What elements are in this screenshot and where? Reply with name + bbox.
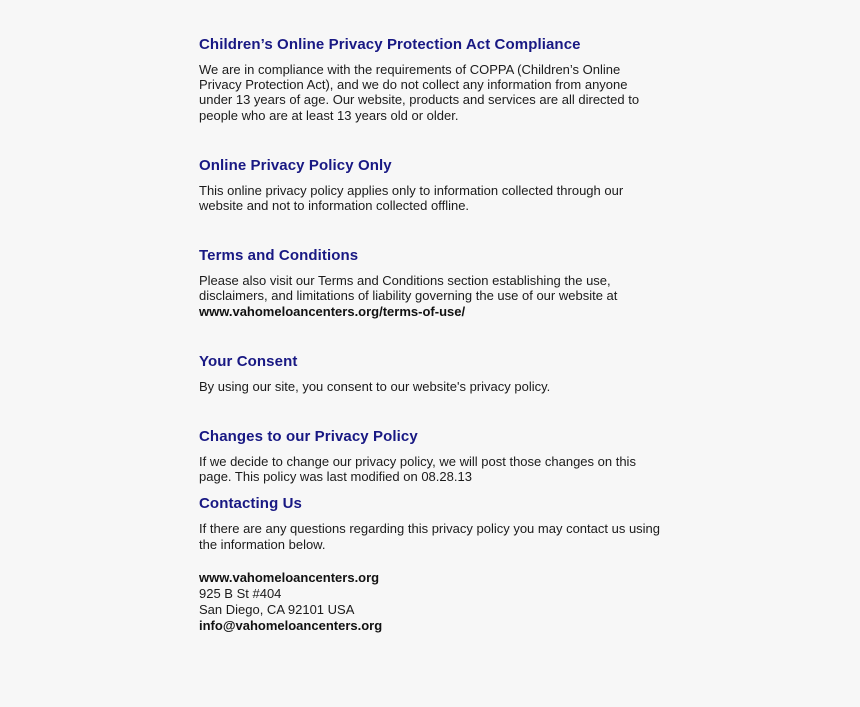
paragraph-text: Please also visit our Terms and Conditions section establishing the use, disclaimers, and limitations of liability governing the use of our website at (199, 273, 618, 304)
section-heading: Contacting Us (199, 495, 302, 513)
section-terms-and-conditions (199, 247, 662, 319)
section-online-privacy-policy-only (199, 157, 662, 213)
section-your-consent (199, 353, 662, 394)
section-heading: Online Privacy Policy Only (199, 156, 392, 174)
section-paragraph (199, 273, 662, 319)
section-paragraph (199, 183, 662, 213)
section-heading: Children’s Online Privacy Protection Act Compliance (199, 36, 581, 53)
policy-content (199, 36, 662, 634)
section-coppa-compliance (199, 36, 662, 123)
section-heading: Your Consent (199, 352, 298, 370)
section-paragraph (199, 62, 662, 123)
section-changes-to-privacy-policy (199, 428, 662, 484)
section-contacting-us (199, 495, 662, 633)
paragraph-text: We are in compliance with the requirements of COPPA (Children’s Online Privacy Protection Act), and we do not collect any information from anyone under 13 years of age. Our website, products and services are all directed to people who are at least 13 years old or older. (199, 62, 640, 123)
contact-city-state-zip: San Diego, CA 92101 USA (199, 601, 355, 617)
section-paragraph (199, 454, 662, 484)
contact-street-address: 925 B St #404 (199, 585, 282, 601)
paragraph-text: By using our site, you consent to our website's privacy policy. (199, 378, 551, 394)
section-paragraph (199, 521, 662, 551)
contact-details (199, 570, 662, 634)
section-heading: Terms and Conditions (199, 247, 359, 265)
paragraph-text: If we decide to change our privacy policy, we will post those changes on this page. This policy was last modified on 08.28.13 (199, 454, 636, 485)
contact-website[interactable]: www.vahomeloancenters.org (199, 569, 380, 585)
paragraph-text: This online privacy policy applies only to information collected through our website and not to information collected offline. (199, 182, 624, 214)
paragraph-text: If there are any questions regarding this privacy policy you may contact us using the information below. (199, 521, 661, 552)
contact-email[interactable]: info@vahomeloancenters.org (199, 617, 383, 633)
terms-of-use-url[interactable]: www.vahomeloancenters.org/terms-of-use/ (199, 303, 466, 319)
section-paragraph (199, 379, 662, 394)
section-heading: Changes to our Privacy Policy (199, 428, 418, 446)
